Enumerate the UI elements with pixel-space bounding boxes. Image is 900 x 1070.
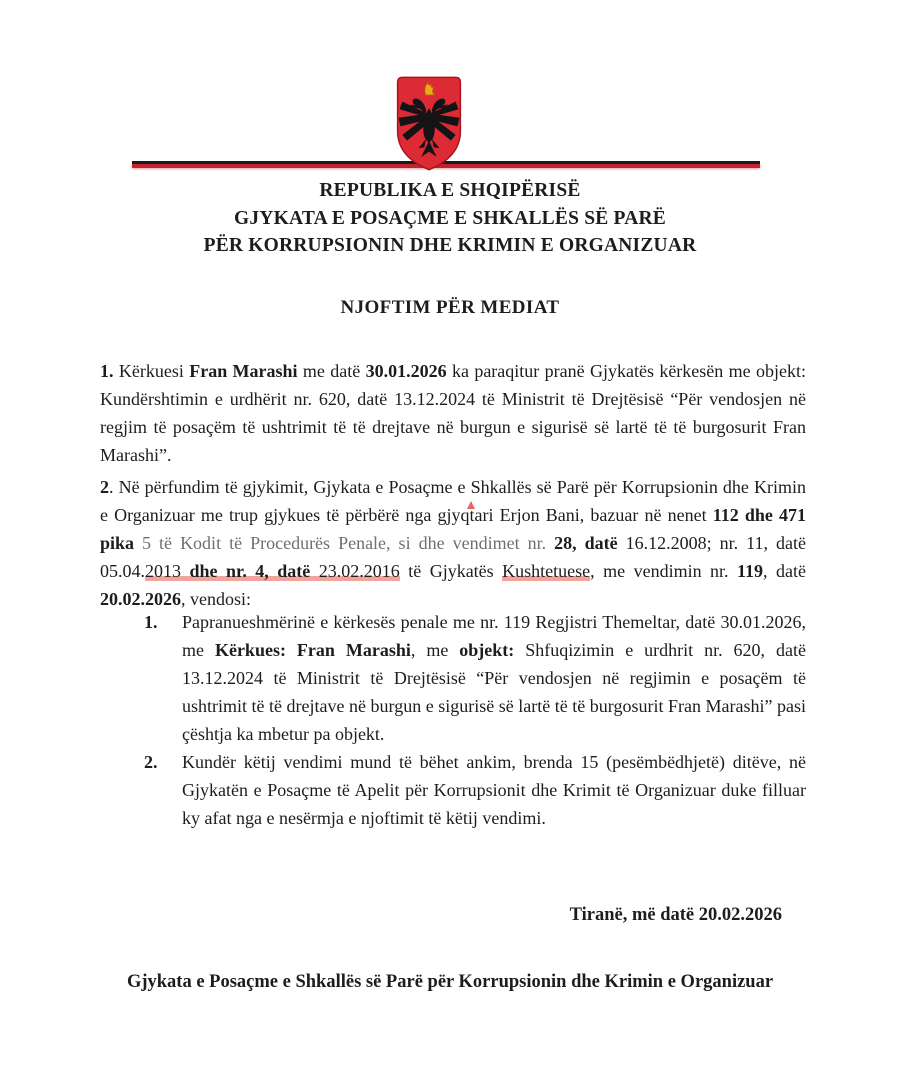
header-line-court: GJYKATA E POSAÇME E SHKALLËS SË PARË [234, 207, 666, 229]
text-segment: 1. [100, 361, 119, 381]
text-segment: 16.12.2008; nr. 11, datë 05.04. [100, 533, 806, 581]
text-segment: me datë [297, 361, 366, 381]
header-line-republic: REPUBLIKA E SHQIPËRISË [319, 180, 581, 201]
court-signature-line: Gjykata e Posaçme e Shkallës së Parë për Korrupsionin dhe Krimin e Organizuar [126, 972, 774, 992]
text-segment: . Në përfundim të gjykimit, Gjykata e Posaçme e Shkallës së Parë për Korrupsionin dhe Krimin e Organizuar me trup gjykues të përbërë nga [100, 477, 806, 525]
coat-of-arms-svg [392, 74, 466, 173]
document-title: NJOFTIM PËR MEDIAT [340, 297, 560, 318]
decision-item-text [182, 612, 806, 744]
text-segment: Erjon Bani, bazuar në nenet [493, 505, 713, 525]
albania-coat-of-arms [392, 74, 466, 173]
text-segment: dhe nr. 4, datë [189, 561, 311, 581]
text-segment: 20.02.2026 [100, 589, 181, 609]
text-segment: 2013 [145, 561, 190, 581]
text-segment: Papranueshmërinë e kërkesës penale me nr. 119 Regjistri Themeltar, datë 30.01.2026, me [182, 612, 806, 660]
header-line-jurisdiction: PËR KORRUPSIONIN DHE KRIMIN E ORGANIZUAR [203, 235, 697, 256]
text-segment: 119 [737, 561, 764, 581]
list-marker: 2. [144, 752, 158, 772]
text-segment: të Gjykatës [399, 561, 503, 581]
text-segment: 23.02.2016 [310, 561, 400, 581]
text-segment: 30.01.2026 [365, 361, 447, 381]
paragraph-decision-intro [100, 473, 806, 613]
decision-item-1 [100, 608, 806, 748]
text-segment: , vendosi: [181, 589, 251, 609]
text-segment: Fran Marashi [189, 361, 298, 381]
text-segment: ka paraqitur pranë Gjykatës kërkesën me objekt: Kundërshtimin e urdhërit nr. 620, datë 13.12.2024 të Ministrit të Drejtësisë “Për vendosjen në regjim të posaçëm të ushtrimit të të drejtave në burgun e sigurisë së lartë të të burgosurit Fran Marashi”. [100, 361, 806, 465]
decision-list [100, 608, 806, 832]
text-segment: , datë [763, 561, 807, 581]
list-marker: 1. [144, 612, 158, 632]
text-segment: objekt: [459, 640, 515, 660]
text-segment: 2 [100, 477, 109, 497]
place-date-line: Tiranë, më datë 20.02.2026 [569, 905, 782, 925]
text-segment: Kushtetuese [502, 561, 591, 581]
text-segment: Shfuqizimin e urdhrit nr. 620, datë 13.12.2024 të Ministrit të Drejtësisë “Për vendosjen në regjimin e posaçëm të ushtrimit të të drejtave në burgun e sigurisë së lartë të të burgosurit Fran Marashi” pasi çështja ka mbetur pa objekt. [182, 640, 806, 744]
text-segment: 5 të Kodit të Procedurës Penale, si dhe vendimet nr. [134, 533, 555, 553]
text-segment: , me vendimin nr. [590, 561, 738, 581]
text-segment: 28, datë [554, 533, 618, 553]
text-segment: 112 dhe 471 pika [100, 505, 806, 553]
text-segment: , me [410, 640, 460, 660]
text-segment: Kundër këtij vendimi mund të bëhet ankim, brenda 15 (pesëmbëdhjetë) ditëve, në Gjykatën e Posaçme të Apelit për Korrupsionit dhe Krimit të Organizuar duke filluar ky afat nga e nesërmja e njoftimit të këtij vendimi. [182, 752, 806, 828]
text-segment: gjyqtari [438, 505, 494, 525]
decision-item-2 [100, 748, 806, 832]
decision-item-text [182, 752, 806, 828]
text-segment: Kërkuesi [118, 361, 190, 381]
institution-header [0, 177, 900, 260]
text-segment: Kërkues: Fran Marashi [214, 640, 411, 660]
paragraph-request [100, 357, 806, 469]
proofread-caret-icon [467, 501, 475, 509]
